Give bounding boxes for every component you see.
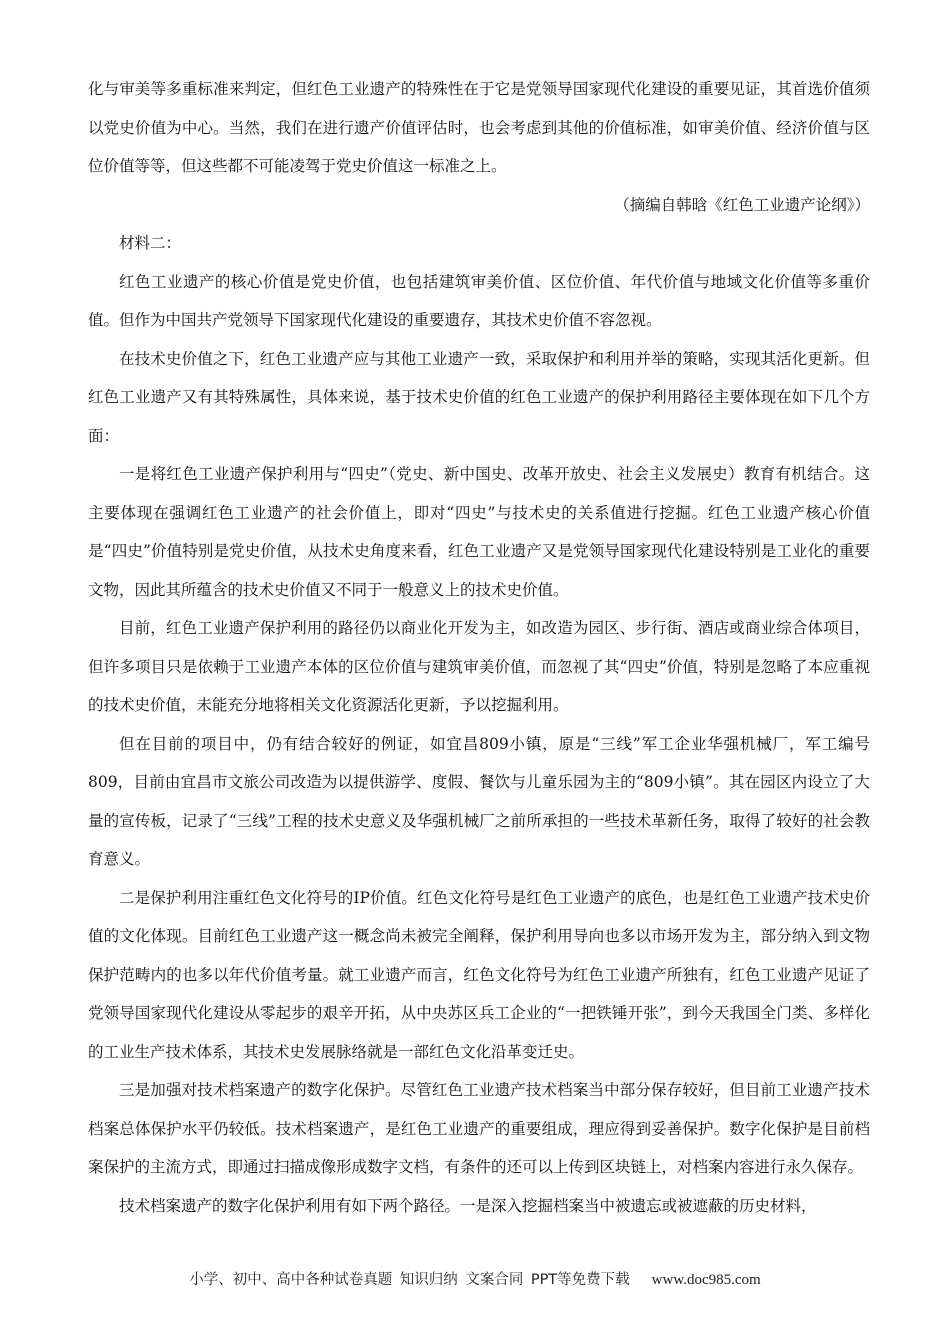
paragraph-point-three: 三是加强对技术档案遗产的数字化保护。尽管红色工业遗产技术档案当中部分保存较好，但目前工业遗产技术档案总体保护水平仍较低。技术档案遗产，是红色工业遗产的重要组成，理应得到妥善保护。数字化保护是目前档案保护的主流方式，即通过扫描成像形成数字文档，有条件的还可以上传到区块链上，对档案内容进行永久保存。 [88,1081,870,1176]
paragraph-current-path: 目前，红色工业遗产保护利用的路径仍以商业化开发为主，如改造为园区、步行街、酒店或商业综合体项目，但许多项目只是依赖于工业遗产本体的区位价值与建筑审美价值，而忽视了其“四史”价值，特别是忽略了本应重视的技术史价值，未能充分地将相关文化资源活化更新，予以挖掘利用。 [88,619,870,714]
page-footer [0,1268,950,1289]
footer-url: www.doc985.com [651,1272,761,1288]
paragraph-technical-history: 在技术史价值之下，红色工业遗产应与其他工业遗产一致，采取保护和利用并举的策略，实现其活化更新。但红色工业遗产又有其特殊属性，具体来说，基于技术史价值的红色工业遗产的保护利用路径主要体现在如下几个方面： [88,349,870,445]
section-heading-material-two: 材料二： [119,234,182,252]
footer-text: 小学、初中、高中各种试卷真题 知识归纳 文案合同 PPT等免费下载 [189,1272,630,1288]
paragraph-1: 化与审美等多重标准来判定，但红色工业遗产的特殊性在于它是党领导国家现代化建设的重要见证，其首选价值须以党史价值为中心。当然，我们在进行遗产价值评估时，也会考虑到其他的价值标准，如审美价值、经济价值与区位价值等等，但这些都不可能凌驾于党史价值这一标准之上。 [88,80,870,175]
document-body [88,70,870,1225]
paragraph-core-value: 红色工业遗产的核心价值是党史价值，也包括建筑审美价值、区位价值、年代价值与地域文化价值等多重价值。但作为中国共产党领导下国家现代化建设的重要遗存，其技术史价值不容忽视。 [88,272,870,329]
paragraph-example-809: 但在目前的项目中，仍有结合较好的例证，如宜昌809小镇，原是“三线”军工企业华强机械厂，军工编号809，目前由宜昌市文旅公司改造为以提供游学、度假、餐饮与儿童乐园为主的“809小镇”。其在园区内设立了大量的宣传板，记录了“三线”工程的技术史意义及华强机械厂之前所承担的一些技术革新任务，取得了较好的社会教育意义。 [88,734,870,868]
paragraph-point-one: 一是将红色工业遗产保护利用与“四史”（党史、新中国史、改革开放史、社会主义发展史）教育有机结合。这主要体现在强调红色工业遗产的社会价值上，即对“四史”与技术史的关系值进行挖掘。红色工业遗产核心价值是“四史”价值特别是党史价值，从技术史角度来看，红色工业遗产又是党领导国家现代化建设特别是工业化的重要文物，因此其所蕴含的技术史价值又不同于一般意义上的技术史价值。 [88,465,870,599]
paragraph-digital-paths: 技术档案遗产的数字化保护利用有如下两个路径。一是深入挖掘档案当中被遗忘或被遮蔽的历史材料， [119,1196,817,1215]
source-citation: （摘编自韩晗《红色工业遗产论纲》） [614,195,870,214]
paragraph-point-two: 二是保护利用注重红色文化符号的IP价值。红色文化符号是红色工业遗产的底色，也是红色工业遗产技术史价值的文化体现。目前红色工业遗产这一概念尚未被完全阐释，保护利用导向也多以市场开发为主，部分纳入到文物保护范畴内的也多以年代价值考量。就工业遗产而言，红色文化符号为红色工业遗产所独有，红色工业遗产见证了党领导国家现代化建设从零起步的艰辛开拓，从中央苏区兵工企业的“一把铁锤开张”，到今天我国全门类、多样化的工业生产技术体系，其技术史发展脉络就是一部红色文化沿革变迁史。 [88,888,870,1061]
